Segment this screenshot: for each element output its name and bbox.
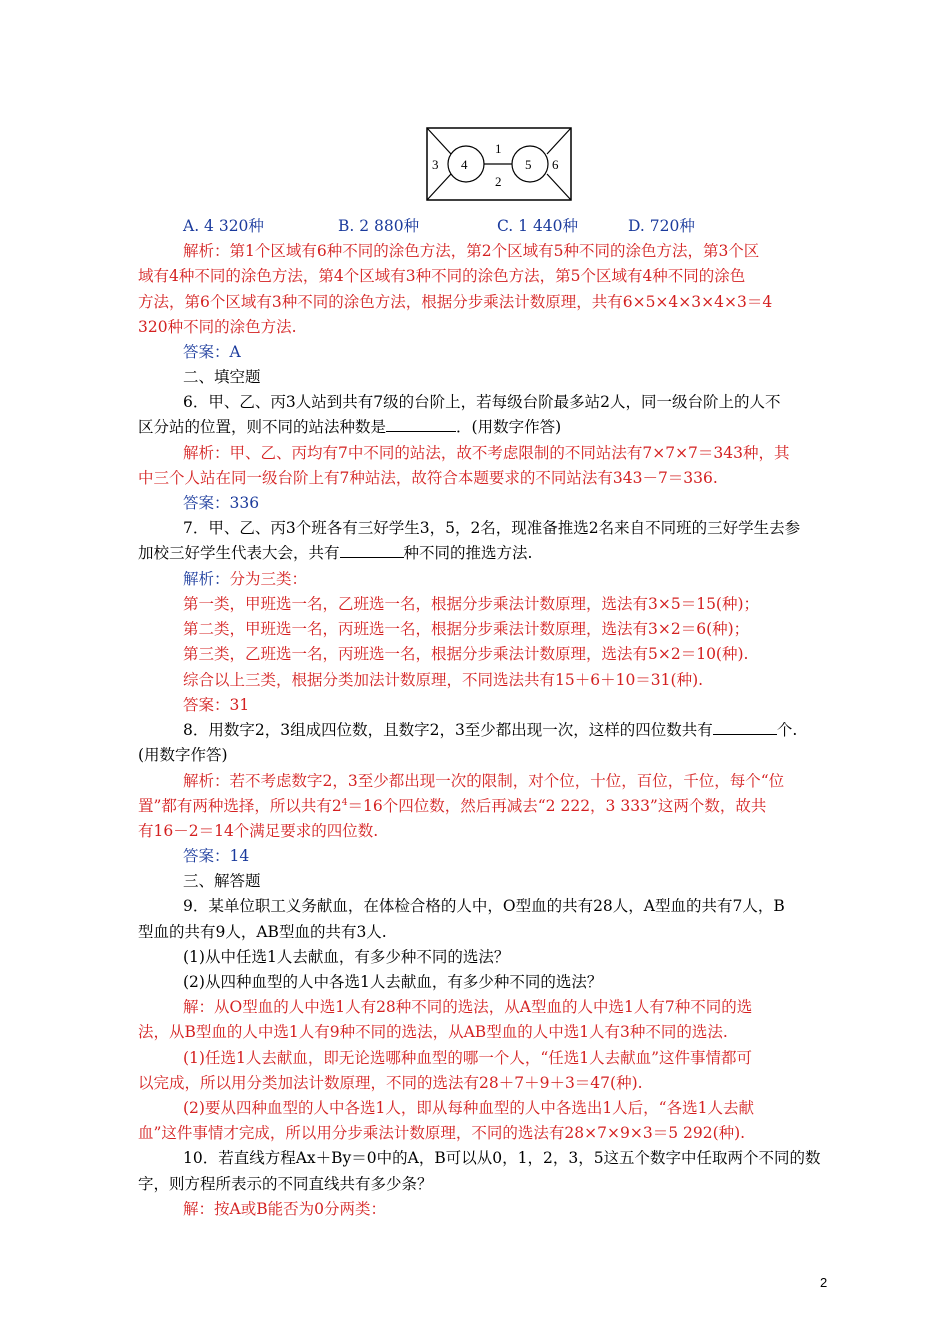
q9-stem-line: 型血的共有9人，AB型血的共有3人. — [138, 923, 387, 941]
region-label-4: 4 — [461, 157, 468, 172]
q5-answer: 答案：A — [183, 343, 241, 361]
q9-subquestion-1: (1)从中任选1人去献血，有多少种不同的选法？ — [183, 948, 510, 966]
q5-analysis-line: 方法，第6个区域有3种不同的涂色方法，根据分步乘法计数原理，共有6×5×4×3×4×3＝4 — [138, 293, 773, 311]
q5-option-d: D. 720种 — [628, 217, 695, 235]
q10-solution-line: 解：按A或B能否为0分两类： — [183, 1200, 386, 1218]
section-2-title: 二、填空题 — [183, 368, 261, 386]
q8-stem-line: 8．用数字2，3组成四位数，且数字2，3至少都出现一次，这样的四位数共有 个. — [183, 721, 798, 739]
q6-answer: 答案：336 — [183, 494, 260, 512]
q10-stem-line: 字，则方程所表示的不同直线共有多少条？ — [138, 1175, 433, 1193]
region-label-1: 1 — [495, 141, 502, 156]
q7-analysis-heading: 解析：分为三类： — [183, 570, 308, 588]
q6-stem-line: 区分站的位置，则不同的站法种数是 ．(用数字作答) — [138, 418, 562, 436]
q9-solution-line: 血”这件事情才完成，所以用分步乘法计数原理，不同的选法有28×7×9×3＝5 292(种). — [138, 1124, 746, 1142]
q7-analysis-line: 第一类，甲班选一名，乙班选一名，根据分步乘法计数原理，选法有3×5＝15(种)； — [183, 595, 760, 613]
q8-answer: 答案：14 — [183, 847, 250, 865]
region-label-2: 2 — [495, 174, 502, 189]
q9-subquestion-2: (2)从四种血型的人中各选1人去献血，有多少种不同的选法？ — [183, 973, 603, 991]
q7-stem-line: 加校三好学生代表大会，共有 种不同的推选方法. — [138, 544, 533, 562]
q8-stem-line: (用数字作答) — [138, 746, 228, 764]
region-label-6: 6 — [552, 157, 559, 172]
page-number: 2 — [820, 1275, 828, 1290]
q8-answer-blank — [713, 720, 777, 735]
q8-analysis-line: 解析：若不考虑数字2，3至少都出现一次的限制，对个位，十位，百位，千位，每个“位 — [183, 772, 785, 790]
section-3-title: 三、解答题 — [183, 872, 261, 890]
q5-analysis-line: 320种不同的涂色方法. — [138, 318, 297, 336]
q5-analysis-line: 解析：第1个区域有6种不同的涂色方法，第2个区域有5种不同的涂色方法，第3个区 — [183, 242, 760, 260]
q6-analysis-line: 解析：甲、乙、丙均有7中不同的站法，故不考虑限制的不同站法有7×7×7＝343种，其 — [183, 444, 790, 462]
q6-analysis-line: 中三个人站在同一级台阶上有7种站法，故符合本题要求的不同站法有343－7＝336. — [138, 469, 718, 487]
q5-option-a: A. 4 320种 — [183, 217, 264, 235]
q7-answer: 答案：31 — [183, 696, 250, 714]
q7-answer-blank — [340, 543, 404, 558]
q8-analysis-line: 有16－2＝14个满足要求的四位数. — [138, 822, 379, 840]
q5-analysis-line: 域有4种不同的涂色方法，第4个区域有3种不同的涂色方法，第5个区域有4种不同的涂色 — [138, 267, 746, 285]
q9-solution-line: (2)要从四种血型的人中各选1人，即从每种血型的人中各选出1人后，“各选1人去献 — [183, 1099, 754, 1117]
q6-answer-blank — [386, 417, 456, 432]
region-label-3: 3 — [432, 157, 439, 172]
q5-option-c: C. 1 440种 — [497, 217, 579, 235]
q9-stem-line: 9．某单位职工义务献血，在体检合格的人中，O型血的共有28人，A型血的共有7人，B — [183, 897, 785, 915]
q9-solution-line: 法，从B型血的人中选1人有9种不同的选法，从AB型血的人中选1人有3种不同的选法. — [138, 1023, 728, 1041]
q6-stem-line: 6．甲、乙、丙3人站到共有7级的台阶上，若每级台阶最多站2人，同一级台阶上的人不 — [183, 393, 781, 411]
q9-solution-line: 解：从O型血的人中选1人有28种不同的选法，从A型血的人中选1人有7种不同的选 — [183, 998, 753, 1016]
q8-analysis-line: 置”都有两种选择，所以共有$2^4=16$个四位数，然后再减去“2 222，3 333”这两个数，故共 — [138, 797, 767, 815]
q7-analysis-line: 第二类，甲班选一名，丙班选一名，根据分步乘法计数原理，选法有3×2＝6(种)； — [183, 620, 750, 638]
q5-option-b: B. 2 880种 — [338, 217, 420, 235]
q7-stem-line: 7．甲、乙、丙3个班各有三好学生3，5，2名，现准备推选2名来自不同班的三好学生去参 — [183, 519, 801, 537]
region-label-5: 5 — [525, 157, 532, 172]
q9-solution-line: (1)任选1人去献血，即无论选哪种血型的哪一个人，“任选1人去献血”这件事情都可 — [183, 1049, 753, 1067]
q7-analysis-line: 综合以上三类，根据分类加法计数原理，不同选法共有15＋6＋10＝31(种). — [183, 671, 704, 689]
q9-solution-line: 以完成，所以用分类加法计数原理，不同的选法有28＋7＋9＋3＝47(种). — [138, 1074, 643, 1092]
q7-analysis-line: 第三类，乙班选一名，丙班选一名，根据分步乘法计数原理，选法有5×2＝10(种). — [183, 645, 749, 663]
coloring-regions-figure — [426, 127, 572, 201]
q10-stem-line: 10．若直线方程Ax＋By＝0中的A，B可以从0，1，2，3，5这五个数字中任取两个不同的数 — [183, 1149, 821, 1167]
